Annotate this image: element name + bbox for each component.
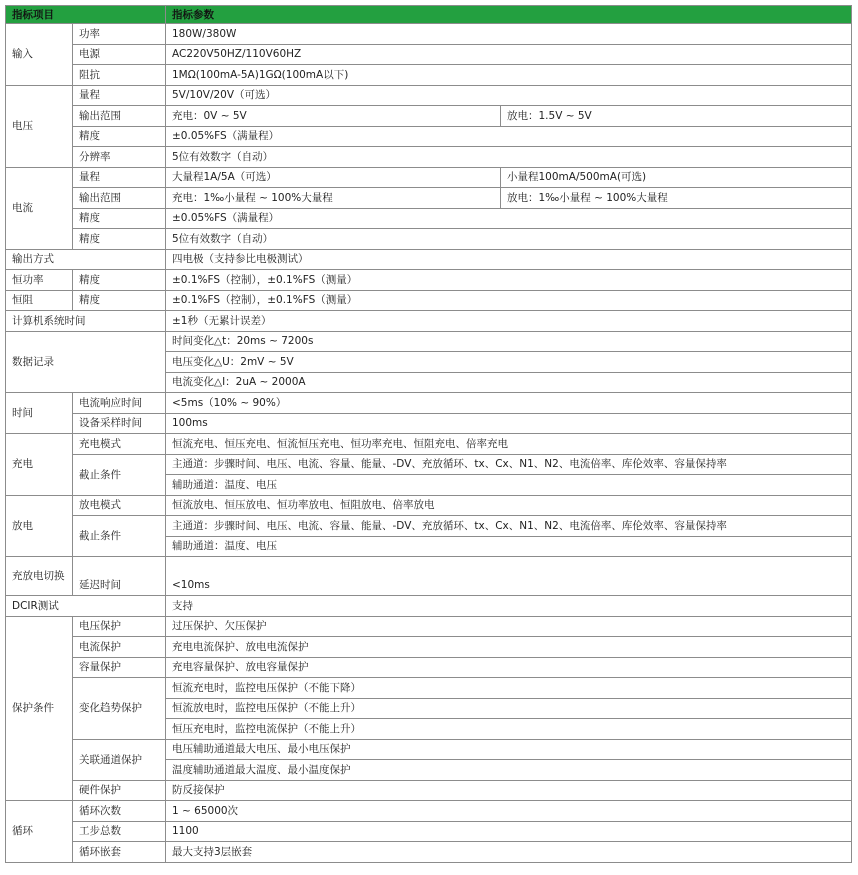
current-output-label: 输出范围: [73, 188, 166, 209]
table-row: [6, 821, 852, 842]
output-mode-label: 输出方式: [6, 249, 166, 270]
table-row: [6, 678, 852, 699]
discharge-mode-value: 恒流放电、恒压放电、恒功率放电、恒阻放电、倍率放电: [166, 495, 852, 516]
time-sampling-value: 100ms: [166, 413, 852, 434]
table-row: [6, 106, 852, 127]
cycle-nest-value: 最大支持3层嵌套: [166, 842, 852, 863]
table-row: [6, 65, 852, 86]
table-row: [6, 126, 852, 147]
voltage-range-value: 5V/10V/20V（可选）: [166, 85, 852, 106]
discharge-mode-label: 放电模式: [73, 495, 166, 516]
discharge-label: 放电: [6, 495, 73, 557]
charge-cutoff-label: 截止条件: [73, 454, 166, 495]
protection-trend-label: 变化趋势保护: [73, 678, 166, 740]
table-row: [6, 842, 852, 863]
table-row: [6, 413, 852, 434]
table-row: [6, 637, 852, 658]
charge-cutoff-main: 主通道：步骤时间、电压、电流、容量、能量、-DV、充放循环、tx、Cx、N1、N2、电流倍率、库伦效率、容量保持率: [166, 454, 852, 475]
protection-label: 保护条件: [6, 616, 73, 801]
current-output-discharge: 放电：1‰小量程 ~ 100%大量程: [501, 188, 852, 209]
table-row: [6, 44, 852, 65]
current-range-large: 大量程1A/5A（可选）: [166, 167, 501, 188]
table-row: [6, 657, 852, 678]
constant-power-label: 恒功率: [6, 270, 73, 291]
input-impedance-value: 1MΩ(100mA-5A)1GΩ(100mA以下): [166, 65, 852, 86]
charge-cutoff-aux: 辅助通道：温度、电压: [166, 475, 852, 496]
current-precision2-label: 精度: [73, 229, 166, 250]
cycle-steps-label: 工步总数: [73, 821, 166, 842]
table-row: [6, 167, 852, 188]
current-precision-label: 精度: [73, 208, 166, 229]
discharge-cutoff-aux: 辅助通道：温度、电压: [166, 536, 852, 557]
constant-power-value: ±0.1%FS（控制），±0.1%FS（测量）: [166, 270, 852, 291]
discharge-cutoff-main: 主通道：步骤时间、电压、电流、容量、能量、-DV、充放循环、tx、Cx、N1、N2、电流倍率、库伦效率、容量保持率: [166, 516, 852, 537]
protection-voltage-value: 过压保护、欠压保护: [166, 616, 852, 637]
table-row: [6, 393, 852, 414]
charge-label: 充电: [6, 434, 73, 496]
cycle-count-value: 1 ~ 65000次: [166, 801, 852, 822]
dcir-label: DCIR测试: [6, 596, 166, 617]
voltage-resolution-label: 分辨率: [73, 147, 166, 168]
table-row: [6, 454, 852, 475]
table-row: [6, 270, 852, 291]
protection-hardware-label: 硬件保护: [73, 780, 166, 801]
system-time-value: ±1秒（无累计误差）: [166, 311, 852, 332]
voltage-resolution-value: 5位有效数字（自动）: [166, 147, 852, 168]
time-sampling-label: 设备采样时间: [73, 413, 166, 434]
table-row: [6, 188, 852, 209]
data-record-current: 电流变化△I：2uA ~ 2000A: [166, 372, 852, 393]
protection-hardware-value: 防反接保护: [166, 780, 852, 801]
table-row: [6, 780, 852, 801]
protection-trend-1: 恒流充电时，监控电压保护（不能下降）: [166, 678, 852, 699]
system-time-label: 计算机系统时间: [6, 311, 166, 332]
protection-capacity-label: 容量保护: [73, 657, 166, 678]
dcir-value: 支持: [166, 596, 852, 617]
discharge-cutoff-label: 截止条件: [73, 516, 166, 557]
header-item: 指标项目: [6, 6, 166, 24]
voltage-range-label: 量程: [73, 85, 166, 106]
input-supply-value: AC220V50HZ/110V60HZ: [166, 44, 852, 65]
protection-trend-3: 恒压充电时，监控电流保护（不能上升）: [166, 719, 852, 740]
cycle-steps-value: 1100: [166, 821, 852, 842]
input-power-value: 180W/380W: [166, 24, 852, 45]
current-label: 电流: [6, 167, 73, 249]
input-power-label: 功率: [73, 24, 166, 45]
current-precision2-value: 5位有效数字（自动）: [166, 229, 852, 250]
protection-trend-2: 恒流放电时，监控电压保护（不能上升）: [166, 698, 852, 719]
protection-current-label: 电流保护: [73, 637, 166, 658]
table-row: [6, 311, 852, 332]
cycle-nest-label: 循环嵌套: [73, 842, 166, 863]
switch-value: <10ms: [166, 557, 852, 596]
protection-voltage-label: 电压保护: [73, 616, 166, 637]
time-response-value: <5ms（10% ~ 90%）: [166, 393, 852, 414]
table-row: [6, 85, 852, 106]
table-row: [6, 596, 852, 617]
voltage-precision-value: ±0.05%FS（满量程）: [166, 126, 852, 147]
switch-label: 充放电切换: [6, 557, 73, 596]
input-supply-label: 电源: [73, 44, 166, 65]
constant-power-sub: 精度: [73, 270, 166, 291]
data-record-label: 数据记录: [6, 331, 166, 393]
table-row: [6, 229, 852, 250]
constant-resistance-label: 恒阻: [6, 290, 73, 311]
cycle-label: 循环: [6, 801, 73, 863]
table-row: [6, 557, 852, 596]
data-record-time: 时间变化△t：20ms ~ 7200s: [166, 331, 852, 352]
table-row: [6, 147, 852, 168]
protection-current-value: 充电电流保护、放电电流保护: [166, 637, 852, 658]
protection-linked-2: 温度辅助通道最大温度、最小温度保护: [166, 760, 852, 781]
charge-mode-label: 充电模式: [73, 434, 166, 455]
switch-sub: 延迟时间: [73, 557, 166, 596]
table-header: [6, 6, 852, 24]
voltage-output-label: 输出范围: [73, 106, 166, 127]
current-precision-value: ±0.05%FS（满量程）: [166, 208, 852, 229]
table-row: [6, 24, 852, 45]
data-record-voltage: 电压变化△U：2mV ~ 5V: [166, 352, 852, 373]
header-param: 指标参数: [166, 6, 852, 24]
time-label: 时间: [6, 393, 73, 434]
voltage-output-charge: 充电：0V ~ 5V: [166, 106, 501, 127]
current-range-label: 量程: [73, 167, 166, 188]
protection-linked-label: 关联通道保护: [73, 739, 166, 780]
spec-table: [5, 5, 852, 863]
table-row: [6, 801, 852, 822]
constant-resistance-value: ±0.1%FS（控制），±0.1%FS（测量）: [166, 290, 852, 311]
voltage-output-discharge: 放电：1.5V ~ 5V: [501, 106, 852, 127]
table-row: [6, 516, 852, 537]
cycle-count-label: 循环次数: [73, 801, 166, 822]
table-row: [6, 331, 852, 352]
table-row: [6, 434, 852, 455]
constant-resistance-sub: 精度: [73, 290, 166, 311]
table-row: [6, 208, 852, 229]
output-mode-value: 四电极（支持参比电极测试）: [166, 249, 852, 270]
table-row: [6, 739, 852, 760]
table-row: [6, 249, 852, 270]
current-range-small: 小量程100mA/500mA(可选): [501, 167, 852, 188]
charge-mode-value: 恒流充电、恒压充电、恒流恒压充电、恒功率充电、恒阻充电、倍率充电: [166, 434, 852, 455]
table-row: [6, 290, 852, 311]
input-impedance-label: 阻抗: [73, 65, 166, 86]
protection-linked-1: 电压辅助通道最大电压、最小电压保护: [166, 739, 852, 760]
protection-capacity-value: 充电容量保护、放电容量保护: [166, 657, 852, 678]
table-row: [6, 495, 852, 516]
current-output-charge: 充电：1‰小量程 ~ 100%大量程: [166, 188, 501, 209]
time-response-label: 电流响应时间: [73, 393, 166, 414]
voltage-precision-label: 精度: [73, 126, 166, 147]
table-row: [6, 616, 852, 637]
voltage-label: 电压: [6, 85, 73, 167]
input-label: 输入: [6, 24, 73, 86]
